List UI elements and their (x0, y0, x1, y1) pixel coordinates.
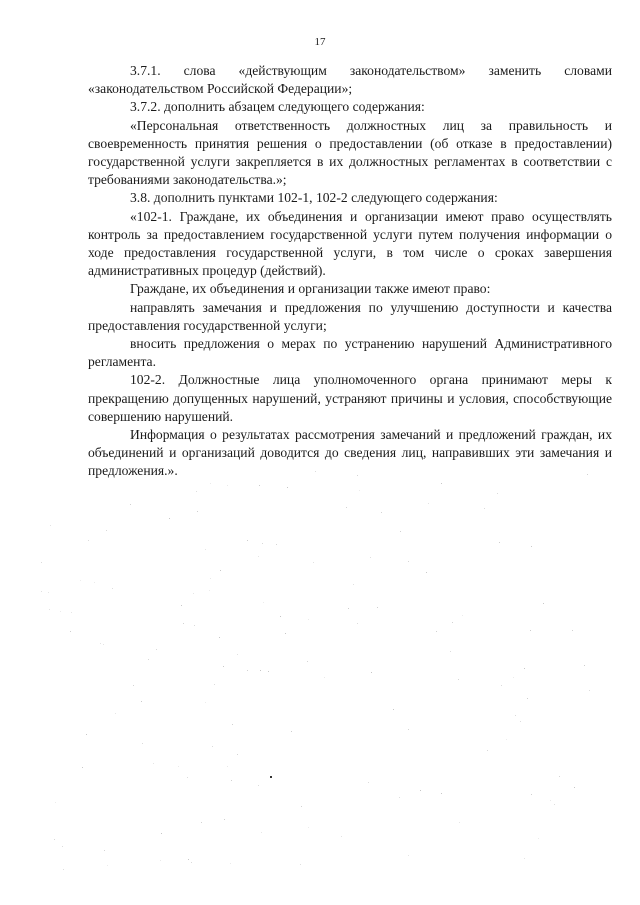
paragraph-102-1: «102-1. Граждане, их объединения и организации имеют право осуществлять контроль за предоставлением государственной услуги путем получения информации о ходе предоставления государственной услуги, в том числе о сроках завершения административных процедур (действий). (88, 208, 612, 279)
scan-speck (62, 846, 63, 847)
scan-speck (501, 685, 502, 686)
scan-speck (300, 864, 301, 865)
scan-speck (408, 561, 409, 562)
scan-speck (341, 836, 342, 837)
scan-speck (220, 570, 221, 571)
scan-speck (183, 623, 184, 624)
scan-speck (181, 605, 182, 606)
paragraph-information: Информация о результатах рассмотрения замечаний и предложений граждан, их объединений и организаций доводится до сведения лиц, направивших эти замечания и предложения.». (88, 427, 612, 479)
scan-speck (82, 767, 83, 768)
scan-speck (224, 819, 225, 820)
scan-speck (587, 474, 588, 475)
scan-speck (130, 504, 131, 505)
scan-speck (572, 630, 573, 631)
scan-speck (280, 616, 281, 617)
scan-speck (49, 609, 50, 610)
scan-speck (48, 592, 49, 593)
scan-speck (142, 743, 143, 744)
scan-speck (353, 584, 354, 585)
scan-speck (441, 793, 442, 794)
scan-speck (212, 746, 213, 747)
scan-speck (258, 556, 259, 557)
scan-speck (100, 643, 101, 644)
scan-speck (86, 734, 87, 735)
scan-speck (308, 619, 309, 620)
paragraph-send-remarks: направлять замечания и предложения по улучшению доступности и качества предоставления государственной услуги; (88, 299, 612, 333)
scan-speck (371, 672, 372, 673)
scan-speck (161, 833, 162, 834)
scan-speck (530, 630, 531, 631)
scan-speck (196, 491, 197, 492)
scan-speck (506, 739, 507, 740)
scan-speck (232, 724, 233, 725)
scan-speck (268, 671, 269, 672)
scan-speck (308, 827, 309, 828)
scan-speck (559, 776, 560, 777)
scan-speck (420, 790, 421, 791)
scan-speck (237, 654, 238, 655)
scan-speck (178, 766, 179, 767)
scan-speck (285, 633, 286, 634)
scan-speck (80, 580, 81, 581)
paragraph-3-7-2: 3.7.2. дополнить абзацем следующего содержания: (130, 99, 425, 115)
scan-speck (258, 785, 259, 786)
scan-speck (88, 540, 89, 541)
scan-speck (237, 754, 238, 755)
scan-speck (348, 608, 349, 609)
scan-speck (193, 593, 194, 594)
scan-speck (188, 859, 189, 860)
paragraph-rights: Граждане, их объединения и организации также имеют право: (130, 281, 491, 297)
scan-speck (197, 511, 198, 512)
scan-speck (227, 485, 228, 486)
scan-speck (187, 777, 188, 778)
paragraph-3-7-1: 3.7.1. слова «действующим законодательством» заменить словами «законодательством Российской Федерации»; (88, 63, 612, 97)
scan-speck (205, 702, 206, 703)
scan-speck (259, 485, 260, 486)
scan-speck (231, 780, 232, 781)
scan-speck (346, 507, 347, 508)
scan-speck (450, 651, 451, 652)
scan-speck (531, 794, 532, 795)
scan-speck (543, 603, 544, 604)
scan-speck (484, 508, 485, 509)
scan-speck (227, 766, 228, 767)
scan-speck (487, 750, 488, 751)
document-body (88, 62, 612, 481)
scan-speck (63, 869, 64, 870)
scan-speck (214, 684, 215, 685)
scan-speck (513, 677, 514, 678)
scan-speck (169, 518, 170, 519)
scan-speck (436, 631, 437, 632)
scan-speck (428, 503, 429, 504)
scan-speck (160, 860, 161, 861)
scan-speck (247, 670, 248, 671)
scan-speck (41, 591, 42, 592)
scan-speck (107, 865, 108, 866)
scan-speck (531, 546, 532, 547)
scan-speck (359, 490, 360, 491)
scan-speck (60, 611, 61, 612)
scan-speck (458, 679, 459, 680)
scan-speck (399, 797, 400, 798)
paragraph-submit-proposals: вносить предложения о мерах по устранению нарушений Административного регламента. (88, 336, 612, 370)
scan-speck (106, 530, 107, 531)
scan-speck (315, 471, 316, 472)
scan-speck (41, 562, 42, 563)
scan-speck (368, 782, 369, 783)
scan-speck (324, 677, 325, 678)
scan-speck (209, 590, 210, 591)
scan-speck (377, 607, 378, 608)
scan-speck (210, 578, 211, 579)
scan-speck (589, 690, 590, 691)
scan-speck (103, 644, 104, 645)
scan-speck (115, 713, 116, 714)
scan-speck (313, 562, 314, 563)
scan-speck (400, 531, 401, 532)
scan-speck (291, 731, 292, 732)
scan-speck (156, 649, 157, 650)
scan-speck (408, 855, 409, 856)
scan-speck (94, 582, 95, 583)
scan-speck (219, 637, 220, 638)
scan-speck (263, 602, 264, 603)
scan-speck (515, 715, 516, 716)
paragraph-102-2: 102-2. Должностные лица уполномоченного органа принимают меры к прекращению допущенных нарушений, устраняют причины и условия, способствующие совершению нарушений. (88, 372, 612, 424)
scan-speck (191, 862, 192, 863)
paragraph-3-8: 3.8. дополнить пунктами 102-1, 102-2 следующего содержания: (130, 190, 498, 206)
scan-speck (524, 858, 525, 859)
scan-speck (497, 493, 498, 494)
scan-speck (276, 544, 277, 545)
scan-speck (550, 800, 551, 801)
scan-speck (230, 863, 231, 864)
scan-speck (459, 822, 460, 823)
scan-speck (441, 483, 442, 484)
scan-speck (301, 806, 302, 807)
scan-speck (260, 670, 261, 671)
scan-speck (148, 659, 149, 660)
scan-speck (104, 850, 105, 851)
scan-speck (210, 483, 211, 484)
scan-speck (262, 543, 263, 544)
scan-speck (408, 729, 409, 730)
scan-speck (153, 763, 154, 764)
scan-speck (381, 512, 382, 513)
scan-speck (499, 542, 500, 543)
scan-speck (584, 665, 585, 666)
scan-speck (201, 822, 202, 823)
scan-speck (520, 721, 521, 722)
scan-speck (426, 572, 427, 573)
scan-speck (50, 525, 51, 526)
scan-speck (133, 685, 134, 686)
scan-speck (55, 802, 56, 803)
scan-speck (554, 804, 555, 805)
scan-speck (223, 666, 224, 667)
scan-speck (357, 475, 358, 476)
scan-dot (270, 776, 272, 778)
scan-speck (71, 612, 72, 613)
scan-speck (462, 615, 463, 616)
scan-speck (194, 625, 195, 626)
page-number: 17 (314, 36, 326, 48)
scan-speck (287, 487, 288, 488)
scan-speck (141, 701, 142, 702)
scan-speck (205, 549, 206, 550)
scan-speck (247, 540, 248, 541)
scan-speck (261, 832, 262, 833)
scan-speck (524, 668, 525, 669)
scan-speck (527, 698, 528, 699)
scan-speck (393, 709, 394, 710)
scan-speck (307, 661, 308, 662)
scan-speck (452, 622, 453, 623)
scan-speck (538, 838, 539, 839)
paragraph-responsibility: «Персональная ответственность должностных лиц за правильность и своевременность принятия решения о предоставлении (об отказе в предоставлении) государственной услуги закрепляется в их должностных регламентах в соответствии с требованиями законодательства.»; (88, 117, 612, 188)
scan-speck (370, 557, 371, 558)
scan-speck (357, 623, 358, 624)
scan-speck (54, 839, 55, 840)
scan-speck (574, 787, 575, 788)
scan-speck (112, 588, 113, 589)
scan-speck (70, 631, 71, 632)
